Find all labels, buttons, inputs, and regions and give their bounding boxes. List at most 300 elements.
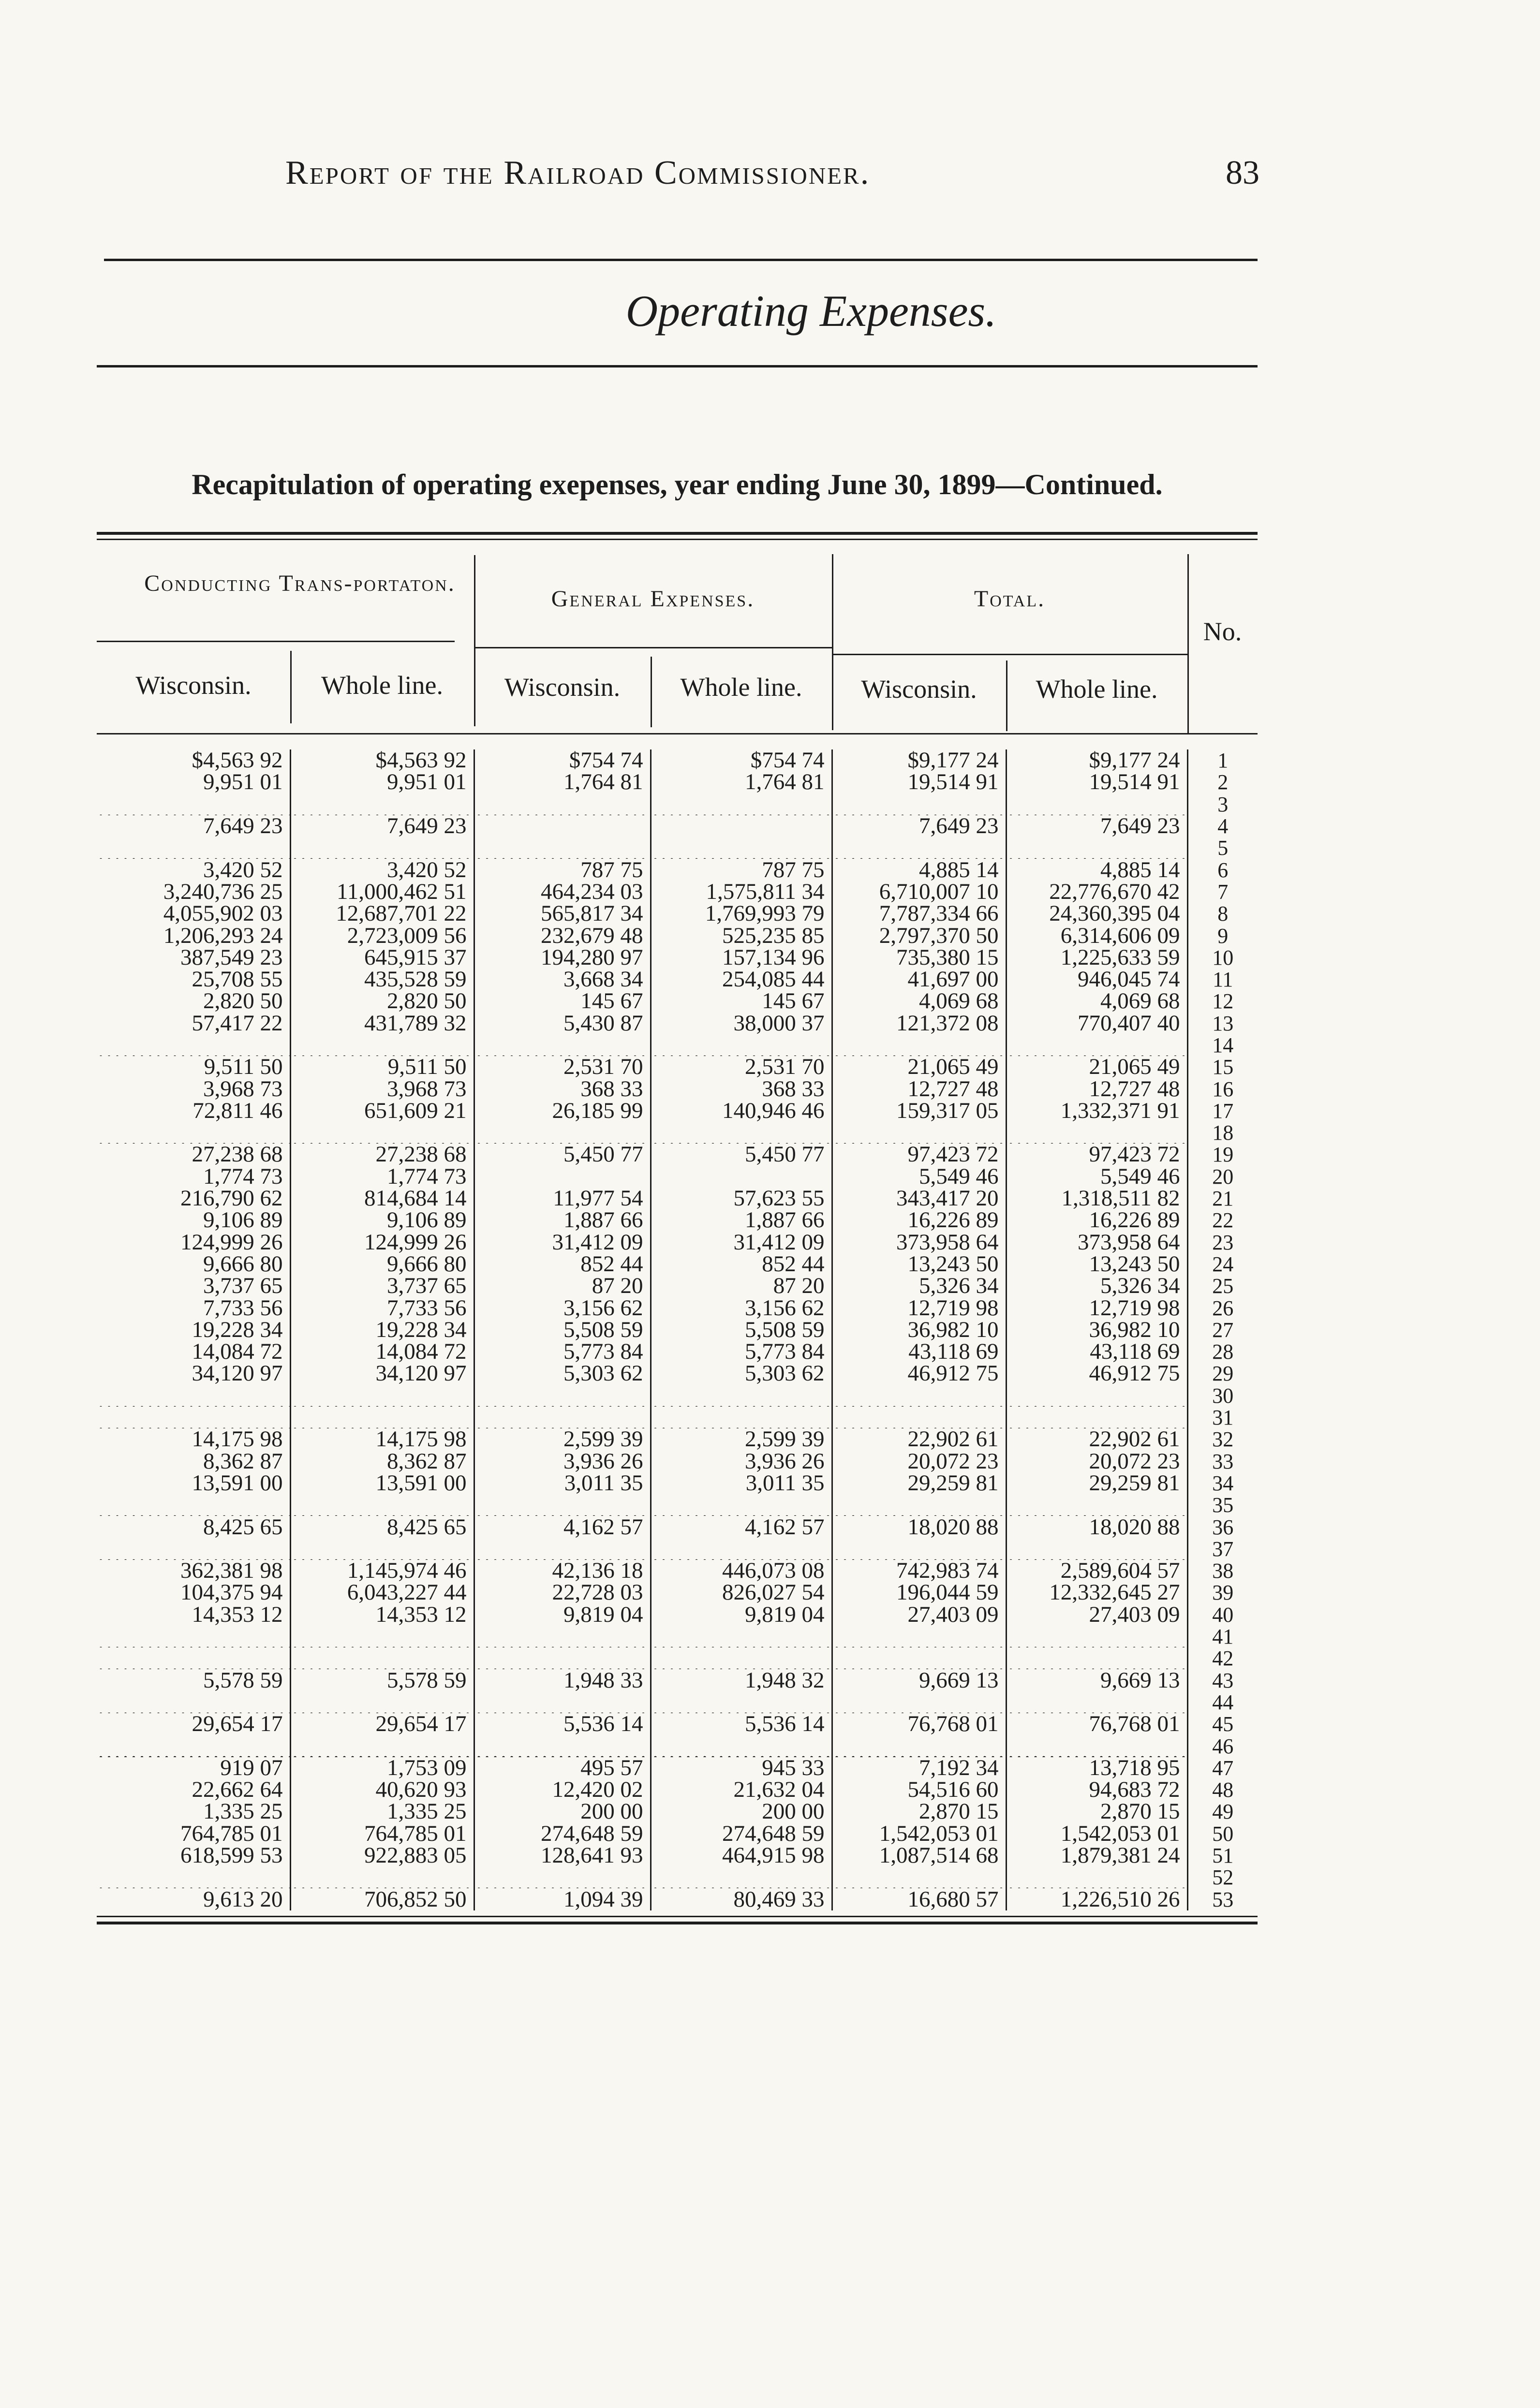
- table-row: [97, 1604, 1258, 1626]
- table-cell: 2,820 50: [290, 990, 474, 1012]
- header-divider: [474, 555, 475, 726]
- table-cell: 4,069 68: [832, 990, 1006, 1012]
- table-cell: [474, 793, 651, 815]
- table-cell: 43,118 69: [832, 1341, 1006, 1363]
- table-cell: 3,420 52: [97, 859, 290, 881]
- table-cell: [651, 1647, 832, 1669]
- table-row: [97, 1407, 1258, 1428]
- table-cell: 29,654 17: [97, 1713, 290, 1735]
- table-cell: 2,531 70: [651, 1056, 832, 1078]
- table-cell: 27,238 68: [290, 1144, 474, 1165]
- table-row: [97, 1823, 1258, 1845]
- table-cell: 525,235 85: [651, 925, 832, 946]
- table-cell: [1006, 1735, 1187, 1757]
- table-cell: [290, 1626, 474, 1647]
- table-cell: [832, 1691, 1006, 1713]
- table-cell: 34,120 97: [290, 1363, 474, 1384]
- table-cell: 196,044 59: [832, 1582, 1006, 1603]
- table-cell: 80,469 33: [651, 1888, 832, 1910]
- running-head: Report of the Railroad Commissioner.: [285, 154, 871, 191]
- col-header-ge-wisconsin: Wisconsin.: [504, 673, 621, 702]
- row-number: 23: [1212, 1231, 1234, 1253]
- table-cell: 5,450 77: [651, 1144, 832, 1165]
- table-cell: [651, 1385, 832, 1407]
- table-cell: 76,768 01: [832, 1713, 1006, 1735]
- table-cell: 5,508 59: [651, 1319, 832, 1341]
- table-cell: 11,000,462 51: [290, 881, 474, 903]
- table-cell: 5,508 59: [474, 1319, 651, 1341]
- table-cell: [474, 1385, 651, 1407]
- table-cell: [832, 837, 1006, 859]
- table-cell: 29,259 81: [1006, 1472, 1187, 1494]
- table-cell: 43,118 69: [1006, 1341, 1187, 1363]
- table-cell: 12,727 48: [832, 1078, 1006, 1100]
- table-cell: [97, 793, 290, 815]
- table-cell: [290, 1538, 474, 1560]
- table-cell: 4,162 57: [474, 1516, 651, 1538]
- row-number: 48: [1212, 1778, 1234, 1801]
- table-row: [97, 1735, 1258, 1757]
- table-row: [97, 1472, 1258, 1494]
- table-cell: 1,225,633 59: [1006, 947, 1187, 969]
- table-cell: 3,968 73: [290, 1078, 474, 1100]
- table-cell: [474, 1538, 651, 1560]
- table-row: [97, 1713, 1258, 1735]
- table-cell: 9,511 50: [290, 1056, 474, 1078]
- table-cell: 14,353 12: [290, 1604, 474, 1626]
- table-cell: [1006, 1385, 1187, 1407]
- table-row: [97, 771, 1258, 793]
- table-cell: 87 20: [651, 1275, 832, 1297]
- table-cell: [651, 1034, 832, 1056]
- table-header: [97, 532, 1258, 735]
- table-cell: 2,531 70: [474, 1056, 651, 1078]
- header-bottom-rule: [97, 733, 1258, 734]
- table-cell: [97, 1647, 290, 1669]
- table-cell: 1,879,381 24: [1006, 1845, 1187, 1866]
- table-cell: 8,362 87: [97, 1451, 290, 1472]
- table-cell: [651, 1866, 832, 1888]
- table-cell: [651, 1122, 832, 1144]
- table-cell: 54,516 60: [832, 1779, 1006, 1801]
- table-cell: 27,403 09: [1006, 1604, 1187, 1626]
- table-cell: 1,774 73: [97, 1166, 290, 1188]
- row-number: 46: [1212, 1735, 1234, 1757]
- table-cell: 387,549 23: [97, 947, 290, 969]
- table-cell: 145 67: [474, 990, 651, 1012]
- table-cell: 12,719 98: [832, 1297, 1006, 1319]
- table-cell: [651, 1494, 832, 1516]
- table-cell: [651, 793, 832, 815]
- table-caption: Recapitulation of operating exepenses, year ending June 30, 1899—Continued.: [192, 469, 1163, 500]
- table-cell: [474, 1691, 651, 1713]
- col-header-ge-whole-line: Whole line.: [680, 673, 802, 702]
- table-cell: 3,420 52: [290, 859, 474, 881]
- table-row: [97, 1078, 1258, 1100]
- table-cell: 6,314,606 09: [1006, 925, 1187, 946]
- table-cell: 618,599 53: [97, 1845, 290, 1866]
- table-cell: 362,381 98: [97, 1560, 290, 1582]
- table-cell: 4,885 14: [1006, 859, 1187, 881]
- table-cell: 2,599 39: [651, 1428, 832, 1450]
- table-cell: 12,727 48: [1006, 1078, 1187, 1100]
- table-cell: 14,084 72: [97, 1341, 290, 1363]
- table-cell: 16,226 89: [832, 1209, 1006, 1231]
- table-cell: [1006, 1626, 1187, 1647]
- table-row: [97, 815, 1258, 837]
- table-cell: 21,632 04: [651, 1779, 832, 1801]
- table-cell: 1,318,511 82: [1006, 1188, 1187, 1209]
- table-cell: 22,902 61: [1006, 1428, 1187, 1450]
- table-cell: [474, 1122, 651, 1144]
- table-cell: [832, 1385, 1006, 1407]
- table-cell: 1,575,811 34: [651, 881, 832, 903]
- group-underline: [97, 641, 455, 642]
- table-cell: 5,578 59: [290, 1669, 474, 1691]
- table-cell: 124,999 26: [97, 1232, 290, 1253]
- table-cell: $9,177 24: [1006, 749, 1187, 771]
- col-header-total-wisconsin: Wisconsin.: [861, 675, 977, 704]
- table-cell: $4,563 92: [290, 749, 474, 771]
- row-number: 37: [1212, 1538, 1234, 1560]
- table-cell: 3,968 73: [97, 1078, 290, 1100]
- table-cell: [651, 1166, 832, 1188]
- table-cell: 12,687,701 22: [290, 903, 474, 925]
- table-cell: 343,417 20: [832, 1188, 1006, 1209]
- table-cell: [832, 793, 1006, 815]
- table-cell: [290, 837, 474, 859]
- table-cell: 3,936 26: [474, 1451, 651, 1472]
- row-number: 3: [1217, 793, 1229, 815]
- table-cell: $9,177 24: [832, 749, 1006, 771]
- table-row: [97, 1209, 1258, 1231]
- table-cell: 34,120 97: [97, 1363, 290, 1384]
- table-cell: [832, 1735, 1006, 1757]
- table-cell: 13,718 95: [1006, 1757, 1187, 1779]
- table-cell: 12,719 98: [1006, 1297, 1187, 1319]
- table-cell: [832, 1407, 1006, 1428]
- row-number: 18: [1212, 1122, 1234, 1144]
- header-divider: [832, 554, 833, 730]
- table-cell: 5,430 87: [474, 1013, 651, 1034]
- table-cell: [97, 1691, 290, 1713]
- table-cell: 1,887 66: [651, 1209, 832, 1231]
- table-cell: [97, 1122, 290, 1144]
- table-cell: 852 44: [651, 1253, 832, 1275]
- table-cell: 645,915 37: [290, 947, 474, 969]
- table-cell: 1,764 81: [474, 771, 651, 793]
- table-cell: 157,134 96: [651, 947, 832, 969]
- table-cell: [474, 1626, 651, 1647]
- table-cell: 57,623 55: [651, 1188, 832, 1209]
- table-cell: 919 07: [97, 1757, 290, 1779]
- table-row: [97, 1122, 1258, 1144]
- table-cell: 1,542,053 01: [1006, 1823, 1187, 1845]
- table-cell: [1006, 1034, 1187, 1056]
- table-cell: 787 75: [474, 859, 651, 881]
- table-cell: 8,425 65: [97, 1516, 290, 1538]
- row-number: 38: [1212, 1559, 1234, 1582]
- table-cell: 3,156 62: [474, 1297, 651, 1319]
- table-cell: 274,648 59: [474, 1823, 651, 1845]
- row-number: 26: [1212, 1297, 1234, 1319]
- table-cell: 651,609 21: [290, 1100, 474, 1122]
- table-body: [97, 749, 1258, 1910]
- table-cell: [474, 1866, 651, 1888]
- table-cell: 5,773 84: [474, 1341, 651, 1363]
- table-cell: 1,335 25: [290, 1801, 474, 1822]
- table-cell: [832, 1034, 1006, 1056]
- table-cell: 19,514 91: [1006, 771, 1187, 793]
- table-cell: 20,072 23: [832, 1451, 1006, 1472]
- table-row: [97, 1166, 1258, 1188]
- table-cell: 2,599 39: [474, 1428, 651, 1450]
- row-number: 27: [1212, 1319, 1234, 1341]
- table-cell: [651, 815, 832, 837]
- table-cell: 274,648 59: [651, 1823, 832, 1845]
- table-cell: 194,280 97: [474, 947, 651, 969]
- table-cell: 94,683 72: [1006, 1779, 1187, 1801]
- table-cell: [290, 1735, 474, 1757]
- table-cell: 19,228 34: [290, 1319, 474, 1341]
- row-number: 42: [1212, 1647, 1234, 1670]
- table-cell: 40,620 93: [290, 1779, 474, 1801]
- col-header-ct-wisconsin: Wisconsin.: [135, 671, 252, 700]
- table-cell: 1,887 66: [474, 1209, 651, 1231]
- row-number: 41: [1212, 1625, 1234, 1648]
- page-number: 83: [1226, 154, 1259, 191]
- table-cell: [1006, 1407, 1187, 1428]
- table-row: [97, 1297, 1258, 1319]
- table-cell: 826,027 54: [651, 1582, 832, 1603]
- table-row: [97, 1385, 1258, 1407]
- row-number: 36: [1212, 1516, 1234, 1538]
- table-cell: [651, 1691, 832, 1713]
- table-cell: 124,999 26: [290, 1232, 474, 1253]
- table-row: [97, 990, 1258, 1012]
- table-cell: 735,380 15: [832, 947, 1006, 969]
- table-cell: 14,175 98: [97, 1428, 290, 1450]
- row-number: 25: [1212, 1275, 1234, 1297]
- table-cell: 6,043,227 44: [290, 1582, 474, 1603]
- table-cell: 565,817 34: [474, 903, 651, 925]
- table-row: [97, 1801, 1258, 1822]
- table-cell: 1,753 09: [290, 1757, 474, 1779]
- table-cell: 19,228 34: [97, 1319, 290, 1341]
- table-cell: 3,737 65: [290, 1275, 474, 1297]
- table-cell: [290, 1385, 474, 1407]
- table-cell: 36,982 10: [832, 1319, 1006, 1341]
- table-row: [97, 1582, 1258, 1603]
- top-rule: [104, 259, 1258, 261]
- row-number: 2: [1217, 771, 1229, 793]
- table-row: [97, 859, 1258, 881]
- table-cell: [832, 1494, 1006, 1516]
- table-cell: 18,020 88: [832, 1516, 1006, 1538]
- table-row: [97, 1034, 1258, 1056]
- table-cell: [97, 1735, 290, 1757]
- table-cell: 140,946 46: [651, 1100, 832, 1122]
- table-row: [97, 969, 1258, 990]
- table-cell: 9,666 80: [97, 1253, 290, 1275]
- row-number: 8: [1217, 903, 1229, 925]
- table-row: [97, 1253, 1258, 1275]
- table-cell: 9,951 01: [290, 771, 474, 793]
- table-cell: 373,958 64: [1006, 1232, 1187, 1253]
- row-number: 4: [1217, 815, 1229, 837]
- table-row: [97, 1013, 1258, 1034]
- group-underline: [474, 647, 832, 648]
- table-cell: 7,649 23: [832, 815, 1006, 837]
- table-cell: 3,936 26: [651, 1451, 832, 1472]
- group-total: Total.: [974, 586, 1046, 612]
- table-cell: 2,589,604 57: [1006, 1560, 1187, 1582]
- row-number: 33: [1212, 1450, 1234, 1472]
- table-cell: [1006, 1538, 1187, 1560]
- table-cell: 27,238 68: [97, 1144, 290, 1165]
- table-cell: 7,787,334 66: [832, 903, 1006, 925]
- table-cell: 9,666 80: [290, 1253, 474, 1275]
- table-cell: [651, 1538, 832, 1560]
- table-row: [97, 1188, 1258, 1209]
- table-cell: 1,206,293 24: [97, 925, 290, 946]
- row-number: 11: [1213, 968, 1233, 991]
- group-general-expenses: General Expenses.: [551, 586, 755, 612]
- table-cell: 742,983 74: [832, 1560, 1006, 1582]
- table-row: [97, 1866, 1258, 1888]
- table-cell: 14,175 98: [290, 1428, 474, 1450]
- table-cell: 7,733 56: [290, 1297, 474, 1319]
- row-number: 13: [1212, 1012, 1234, 1034]
- row-number: 52: [1212, 1866, 1234, 1889]
- table-cell: 22,902 61: [832, 1428, 1006, 1450]
- table-cell: 9,819 04: [474, 1604, 651, 1626]
- table-cell: 814,684 14: [290, 1188, 474, 1209]
- table-cell: 495 57: [474, 1757, 651, 1779]
- table-cell: 29,259 81: [832, 1472, 1006, 1494]
- table-cell: 1,335 25: [97, 1801, 290, 1822]
- table-cell: 5,536 14: [651, 1713, 832, 1735]
- table-cell: [474, 815, 651, 837]
- table-cell: 1,145,974 46: [290, 1560, 474, 1582]
- table-cell: 9,669 13: [832, 1669, 1006, 1691]
- row-number: 45: [1212, 1713, 1234, 1735]
- table-cell: 368 33: [474, 1078, 651, 1100]
- table-cell: 8,362 87: [290, 1451, 474, 1472]
- table-cell: 3,156 62: [651, 1297, 832, 1319]
- row-number: 44: [1212, 1691, 1234, 1714]
- table-cell: [290, 1691, 474, 1713]
- table-cell: 31,412 09: [651, 1232, 832, 1253]
- table-cell: 2,797,370 50: [832, 925, 1006, 946]
- table-row: [97, 1341, 1258, 1363]
- table-row: [97, 1538, 1258, 1560]
- table-cell: 42,136 18: [474, 1560, 651, 1582]
- group-underline: [832, 654, 1187, 655]
- table-cell: 3,011 35: [651, 1472, 832, 1494]
- table-cell: 5,326 34: [1006, 1275, 1187, 1297]
- table-cell: 1,542,053 01: [832, 1823, 1006, 1845]
- table-cell: 13,243 50: [832, 1253, 1006, 1275]
- table-cell: 12,420 02: [474, 1779, 651, 1801]
- table-cell: 464,915 98: [651, 1845, 832, 1866]
- table-row: [97, 881, 1258, 903]
- table-cell: 159,317 05: [832, 1100, 1006, 1122]
- table-cell: 14,353 12: [97, 1604, 290, 1626]
- table-cell: [1006, 1691, 1187, 1713]
- table-cell: 787 75: [651, 859, 832, 881]
- table-cell: 21,065 49: [1006, 1056, 1187, 1078]
- no-column-header: No.: [1203, 617, 1242, 646]
- table-cell: 22,728 03: [474, 1582, 651, 1603]
- table-row: [97, 1516, 1258, 1538]
- table-cell: 3,011 35: [474, 1472, 651, 1494]
- table-cell: [832, 1647, 1006, 1669]
- table-bottom-rule: [97, 1916, 1258, 1917]
- table-cell: 9,106 89: [290, 1209, 474, 1231]
- table-cell: 19,514 91: [832, 771, 1006, 793]
- row-number: 15: [1212, 1056, 1234, 1078]
- table-cell: 9,819 04: [651, 1604, 832, 1626]
- table-cell: 57,417 22: [97, 1013, 290, 1034]
- row-number: 10: [1212, 946, 1234, 969]
- table-cell: 16,226 89: [1006, 1209, 1187, 1231]
- table-cell: 2,870 15: [832, 1801, 1006, 1822]
- table-cell: 3,240,736 25: [97, 881, 290, 903]
- table-cell: 764,785 01: [290, 1823, 474, 1845]
- row-number: 49: [1212, 1801, 1234, 1823]
- table-row: [97, 793, 1258, 815]
- table-row: [97, 1691, 1258, 1713]
- table-row: [97, 1560, 1258, 1582]
- table-cell: 5,773 84: [651, 1341, 832, 1363]
- table-cell: 464,234 03: [474, 881, 651, 903]
- table-cell: [290, 1034, 474, 1056]
- table-row: [97, 1275, 1258, 1297]
- table-cell: 22,662 64: [97, 1779, 290, 1801]
- header-divider: [290, 651, 292, 723]
- table-cell: 1,769,993 79: [651, 903, 832, 925]
- table-cell: 770,407 40: [1006, 1013, 1187, 1034]
- table-cell: 38,000 37: [651, 1013, 832, 1034]
- table-cell: 368 33: [651, 1078, 832, 1100]
- table-cell: [290, 1647, 474, 1669]
- table-row: [97, 1669, 1258, 1691]
- table-cell: 3,668 34: [474, 969, 651, 990]
- table-cell: 945 33: [651, 1757, 832, 1779]
- table-cell: [97, 1034, 290, 1056]
- table-cell: [97, 1494, 290, 1516]
- row-number: 20: [1212, 1165, 1234, 1188]
- table-cell: 29,654 17: [290, 1713, 474, 1735]
- table-cell: 5,549 46: [832, 1166, 1006, 1188]
- table-cell: 13,591 00: [290, 1472, 474, 1494]
- table-cell: [97, 1407, 290, 1428]
- table-cell: 121,372 08: [832, 1013, 1006, 1034]
- table-cell: 7,192 34: [832, 1757, 1006, 1779]
- row-number: 24: [1212, 1253, 1234, 1276]
- table-cell: 9,669 13: [1006, 1669, 1187, 1691]
- table-cell: [474, 1034, 651, 1056]
- table-cell: 7,733 56: [97, 1297, 290, 1319]
- table-row: [97, 1626, 1258, 1647]
- table-cell: [832, 1626, 1006, 1647]
- expenses-table: [97, 532, 1258, 2099]
- row-number: 50: [1212, 1822, 1234, 1845]
- table-cell: 22,776,670 42: [1006, 881, 1187, 903]
- table-cell: 87 20: [474, 1275, 651, 1297]
- row-number: 9: [1217, 925, 1229, 947]
